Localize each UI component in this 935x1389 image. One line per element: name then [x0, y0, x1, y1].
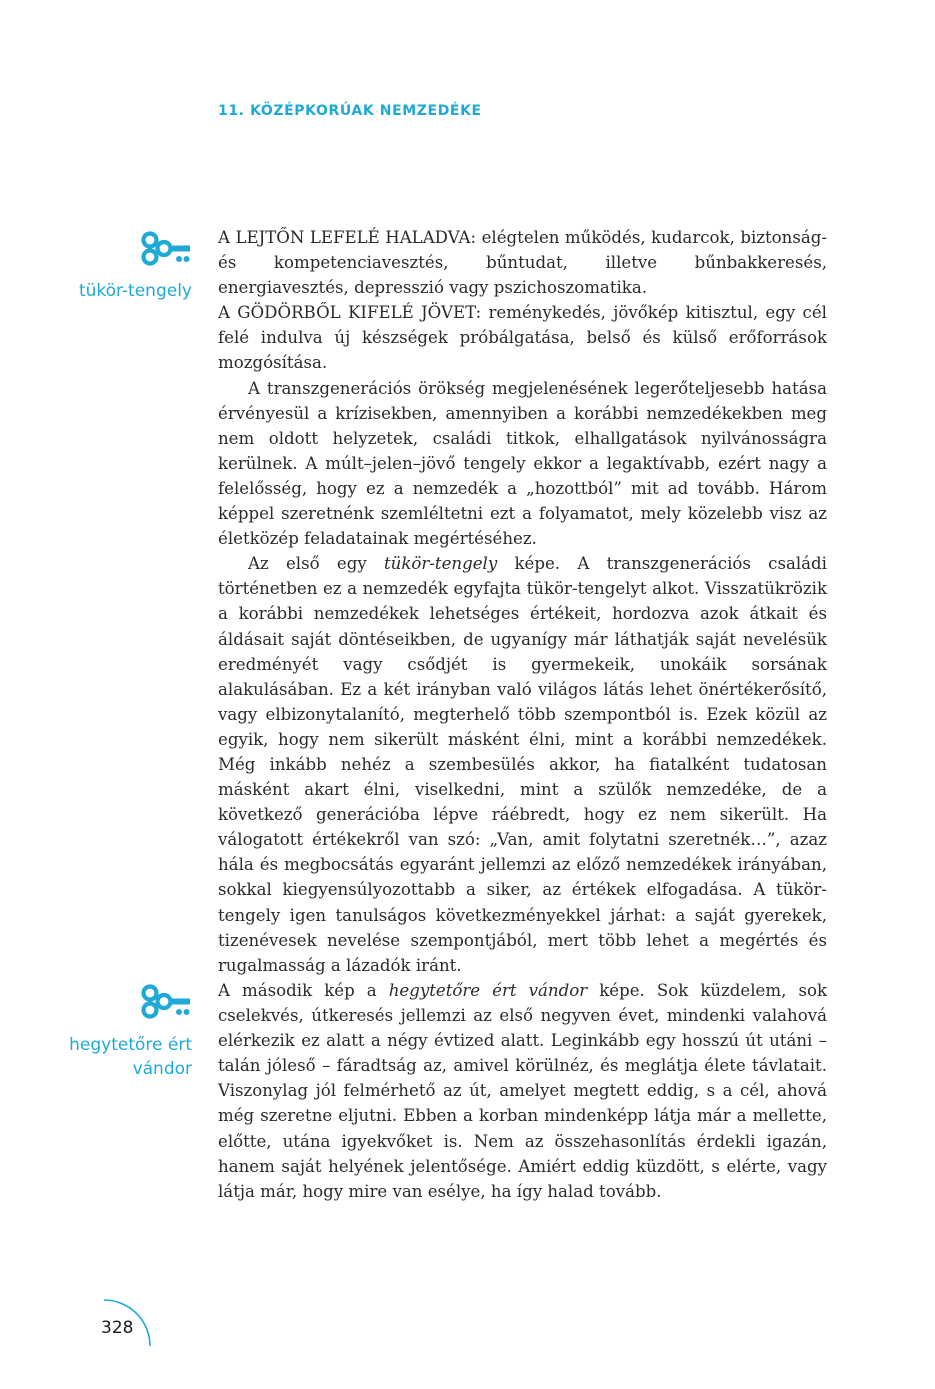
- section2-text: [218, 978, 827, 1204]
- paragraph: A LEJTŐN LEFELÉ HALADVA: elégtelen működés, kudarcok, biztonság- és kompetenciavesztés, bűntudat, illetve bűnbakkeresés, energiavesztés, depresszió vagy pszichoszomatika.: [218, 228, 827, 298]
- chapter-header: 11. KÖZÉPKORÚAK NEMZEDÉKE: [218, 103, 482, 119]
- paragraph: Az első egy tükör-tengely képe. A transzgenerációs családi történetben ez a nemzedék egyfajta tükör-tengelyt alkot. Visszatükrözik a korábbi nemzedékek lehetséges értékeit, hordozva azok átkait és áldásait saját döntéseikben, de ugyanígy már láthatják saját nevelésük eredményét vagy csődjét is gyermekeik, unokáik sorsának alakulásában. Ez a két irányban való világos látás lehet önértékerősítő, vagy elbizonytalanító, megterhelő több szempontból is. Ezek közül az egyik, hogy nem sikerült másként élni, mint a korábbi nemzedékek. Még inkább nehéz a szembesülés akkor, ha fiatalként tudatosan másként akart élni, viselkedni, mint a szülők nemzedéke, de a következő generációba lépve ráébredt, hogy ez nem sikerült. Ha válogatott értékekről van szó: „Van, amit folytatni szeretnék…”, azaz hála és megbocsátás egyaránt jellemzi az előző nemzedékek irányában, sokkal kiegyensúlyozottabb a siker, az értékek elfogadása. A tükör-tengely igen tanulságos következményekkel járhat: a saját gyerekek, tizenévesek nevelése szempontjából, mert több lehet a megértés és rugalmasság a lázadók iránt.: [218, 554, 827, 975]
- emphasis: tükör-tengely: [383, 554, 498, 574]
- section1-text: [218, 225, 827, 978]
- emphasis: hegytetőre ért vándor: [388, 981, 588, 1000]
- margin-label-hegytetore-ert-vandor: hegytetőre ért vándor: [69, 1035, 192, 1079]
- paragraph-lead: A LEJTŐN LEFELÉ HALADVA:: [218, 228, 477, 247]
- key-icon: [141, 231, 191, 267]
- margin-label-tukor-tengely: tükör-tengely: [78, 281, 192, 301]
- page-number: 328: [101, 1318, 134, 1338]
- paragraph: A második kép a hegytetőre ért vándor képe. Sok küzdelem, sok cselekvés, útkeresés jellemzi az első negyven évet, mindenki valahová elérkezik ez alatt a négy évtized alatt. Leginkább egy hosszú út utáni – talán jóleső – fáradtság az, amivel körülnéz, és meglátja élete távlatait. Viszonylag jól felmérhető az út, amelyet megtett eddig, s a cél, ahová még szeretne eljutni. Ebben a korban mindenképp látja már a mellette, előtte, utána igyekvőket is. Nem az összehasonlítás érdekli igazán, hanem saját helyének jelentősége. Amiért eddig küzdött, s elérte, vagy látja már, hogy mire van esélye, ha így halad tovább.: [218, 981, 828, 1201]
- paragraph: A GÖDÖRBŐL KIFELÉ JÖVET: reménykedés, jövőkép kitisztul, egy cél felé indulva új készségek próbálgatása, belső és külső erőforrások mozgósítása.: [218, 303, 827, 373]
- paragraph-lead: A GÖDÖRBŐL KIFELÉ JÖVET:: [218, 303, 482, 323]
- key-icon: [141, 984, 191, 1020]
- paragraph: A transzgenerációs örökség megjelenésének legerőteljesebb hatása érvényesül a krízisekben, amennyiben a korábbi nemzedékekben meg nem oldott helyzetek, családi titkok, elhallgatások nyilvánosságra kerülnek. A múlt–jelen–jövő tengely ekkor a legaktívabb, ezért nagy a felelősség, hogy ez a nemzedék a „hozottból” mit ad tovább. Három képpel szeretnénk szemléltetni ezt a folyamatot, mely közelebb visz az életközép feladatainak megértéséhez.: [218, 378, 827, 549]
